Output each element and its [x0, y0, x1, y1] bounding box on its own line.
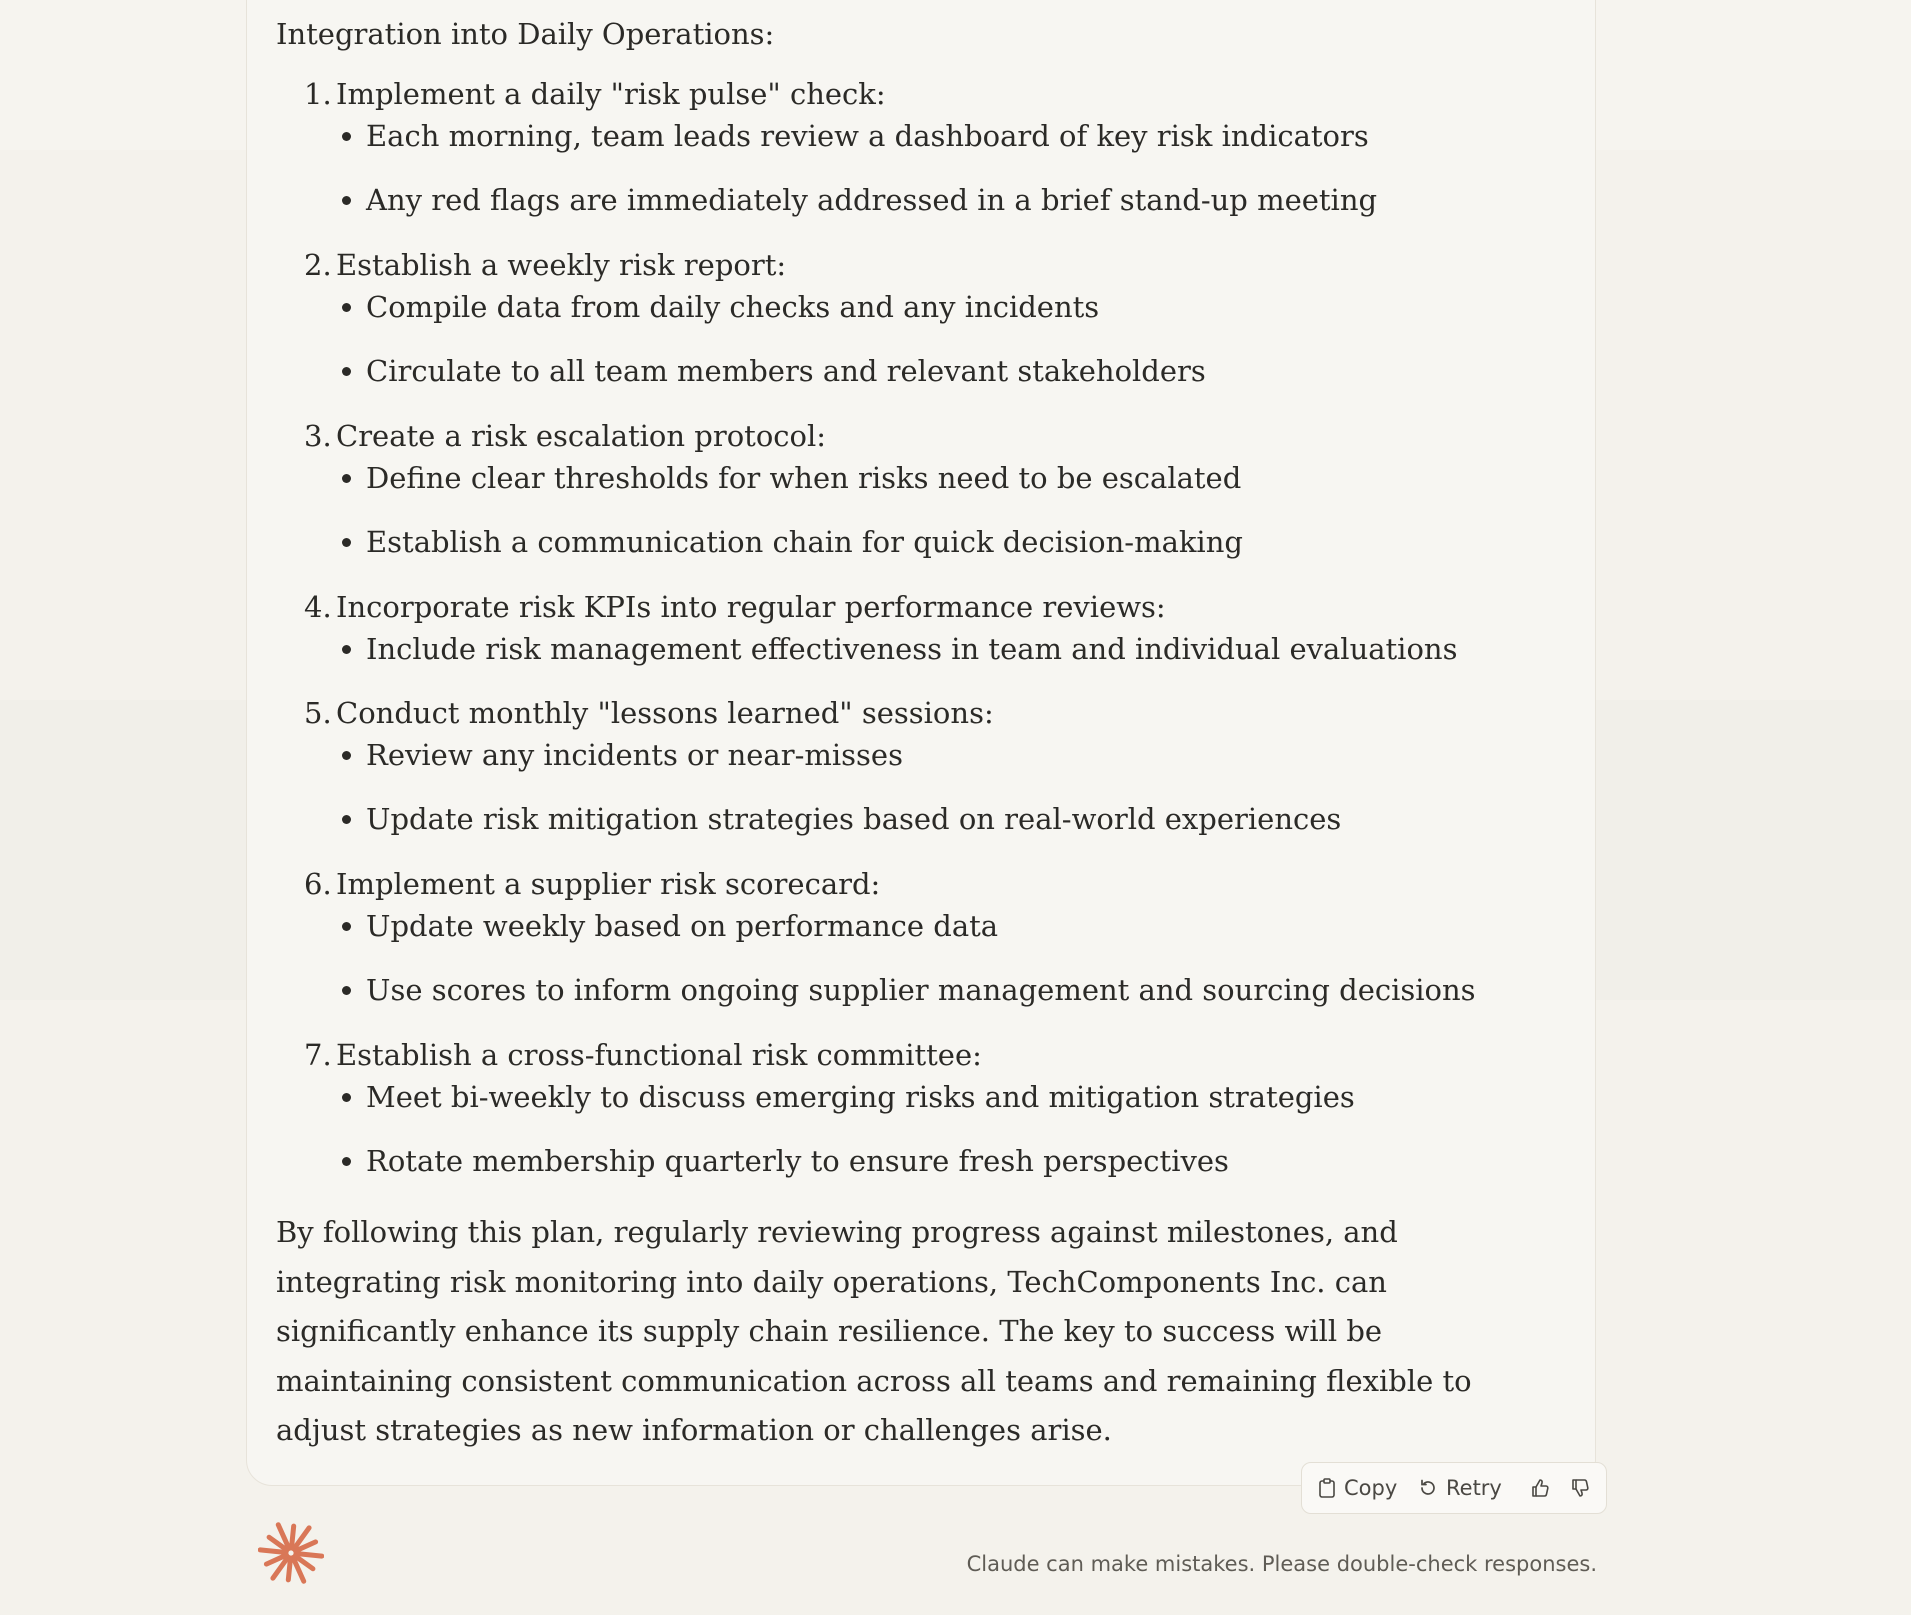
- disclaimer-text: Claude can make mistakes. Please double-check responses.: [966, 1552, 1597, 1576]
- bullet-item: [366, 283, 1099, 331]
- bullet-dot: [342, 922, 351, 931]
- item-number: 2.: [304, 248, 332, 282]
- bullet-dot: [342, 303, 351, 312]
- thumbs-up-icon: [1530, 1477, 1552, 1499]
- bullet-text: Establish a communication chain for quick decision-making: [366, 525, 1243, 559]
- bullet-item: [366, 518, 1243, 566]
- claude-starburst-icon: [258, 1520, 324, 1590]
- numbered-item-7: [304, 1031, 982, 1079]
- bullet-dot: [342, 1093, 351, 1102]
- thumbs-down-button[interactable]: [1570, 1463, 1592, 1513]
- bullet-dot: [342, 986, 351, 995]
- bullet-item: [366, 1073, 1355, 1121]
- bullet-dot: [342, 751, 351, 760]
- thumbs-down-icon: [1570, 1477, 1592, 1499]
- bullet-item: [366, 112, 1369, 160]
- bullet-item: [366, 1137, 1229, 1185]
- retry-button[interactable]: [1418, 1463, 1502, 1513]
- bullet-item: [366, 795, 1341, 843]
- bullet-text: Include risk management effectiveness in team and individual evaluations: [366, 632, 1458, 666]
- bullet-item: [366, 731, 903, 779]
- bullet-item: [366, 966, 1476, 1014]
- bullet-item: [366, 176, 1377, 224]
- thumbs-up-button[interactable]: [1530, 1463, 1552, 1513]
- bullet-dot: [342, 132, 351, 141]
- bullet-item: [366, 625, 1457, 673]
- bullet-text: Review any incidents or near-misses: [366, 738, 903, 772]
- message-actions-bar: [1301, 1462, 1607, 1514]
- item-number: 4.: [304, 590, 332, 624]
- bullet-text: Meet bi-weekly to discuss emerging risks and mitigation strategies: [366, 1080, 1355, 1114]
- bullet-dot: [342, 815, 351, 824]
- numbered-item-6: [304, 860, 880, 908]
- bullet-dot: [342, 645, 351, 654]
- item-number: 6.: [304, 867, 332, 901]
- numbered-item-3: [304, 412, 826, 460]
- item-number: 1.: [304, 77, 332, 111]
- numbered-item-1: [304, 70, 886, 118]
- item-number: 7.: [304, 1038, 332, 1072]
- bullet-text: Define clear thresholds for when risks need to be escalated: [366, 461, 1242, 495]
- bullet-item: [366, 454, 1241, 502]
- bullet-text: Update weekly based on performance data: [366, 909, 999, 943]
- summary-paragraph: By following this plan, regularly reviewing progress against milestones, and integrating risk monitoring into daily operations, TechComponents Inc. can significantly enhance its supply chain resilience. The key to success will be maintaining consistent communication across all teams and remaining flexible to adjust strategies as new information or challenges arise.: [276, 1215, 1472, 1447]
- bullet-dot: [342, 196, 351, 205]
- copy-label: Copy: [1344, 1476, 1398, 1500]
- retry-label: Retry: [1446, 1476, 1502, 1500]
- bullet-text: Any red flags are immediately addressed in a brief stand-up meeting: [366, 183, 1378, 217]
- item-number: 3.: [304, 419, 332, 453]
- bullet-text: Use scores to inform ongoing supplier management and sourcing decisions: [366, 973, 1476, 1007]
- bullet-item: [366, 902, 998, 950]
- item-number: 5.: [304, 696, 332, 730]
- item-title: Establish a weekly risk report:: [336, 248, 787, 282]
- clipboard-icon: [1318, 1478, 1336, 1498]
- bullet-item: [366, 347, 1206, 395]
- item-title: Conduct monthly "lessons learned" sessions:: [336, 696, 994, 730]
- bullet-text: Update risk mitigation strategies based on real-world experiences: [366, 802, 1342, 836]
- item-title: Establish a cross-functional risk committee:: [336, 1038, 982, 1072]
- bullet-text: Circulate to all team members and relevant stakeholders: [366, 354, 1206, 388]
- item-title: Implement a supplier risk scorecard:: [336, 867, 881, 901]
- bullet-dot: [342, 367, 351, 376]
- bullet-text: Each morning, team leads review a dashboard of key risk indicators: [366, 119, 1369, 153]
- bullet-text: Compile data from daily checks and any incidents: [366, 290, 1100, 324]
- item-title: Implement a daily "risk pulse" check:: [336, 77, 886, 111]
- bullet-text: Rotate membership quarterly to ensure fresh perspectives: [366, 1144, 1229, 1178]
- bullet-dot: [342, 538, 351, 547]
- numbered-item-2: [304, 241, 786, 289]
- bullet-dot: [342, 474, 351, 483]
- copy-button[interactable]: [1318, 1463, 1397, 1513]
- item-title: Incorporate risk KPIs into regular performance reviews:: [336, 590, 1166, 624]
- bullet-dot: [342, 1157, 351, 1166]
- retry-icon: [1418, 1478, 1438, 1498]
- numbered-item-5: [304, 689, 994, 737]
- item-title: Create a risk escalation protocol:: [336, 419, 827, 453]
- numbered-item-4: [304, 583, 1166, 631]
- section-heading: Integration into Daily Operations:: [276, 17, 775, 51]
